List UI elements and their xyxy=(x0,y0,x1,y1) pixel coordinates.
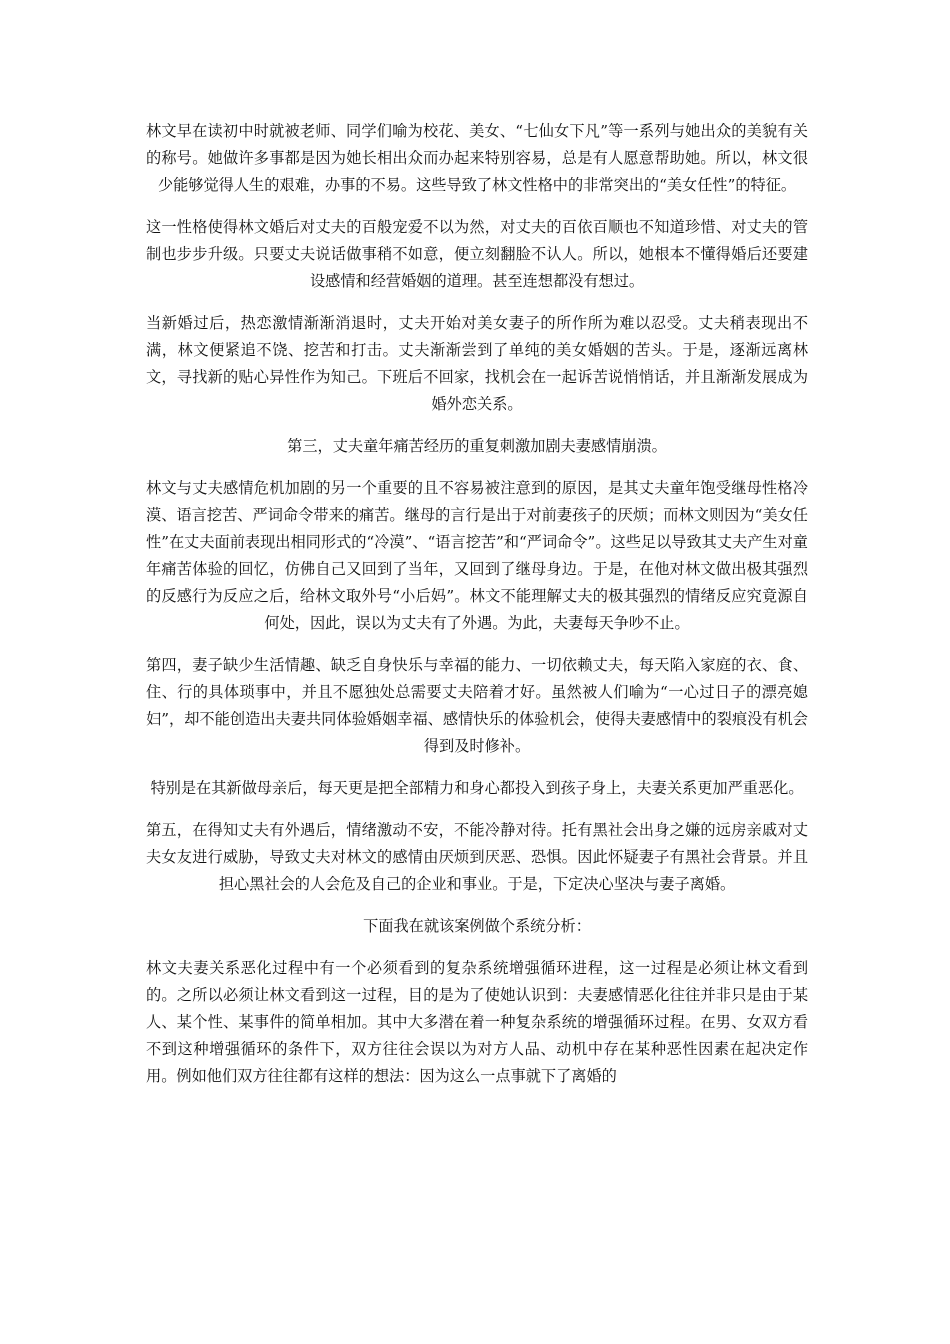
paragraph-1: 林文早在读初中时就被老师、同学们喻为校花、美女、“七仙女下凡”等一系列与她出众的美貌有关的称号。她做许多事都是因为她长相出众而办起来特别容易，总是有人愿意帮助她。所以，林文很少能够觉得人生的艰难，办事的不易。这些导致了林文性格中的非常突出的“美女任性”的特征。 xyxy=(146,122,808,194)
paragraph-2: 这一性格使得林文婚后对丈夫的百般宠爱不以为然，对丈夫的百依百顺也不知道珍惜、对丈夫的管制也步步升级。只要丈夫说话做事稍不如意，便立刻翻脸不认人。所以，她根本不懂得婚后还要建设感情和经营婚姻的道理。甚至连想都没有想过。 xyxy=(146,218,808,290)
paragraph-5: 林文与丈夫感情危机加剧的另一个重要的且不容易被注意到的原因，是其丈夫童年饱受继母性格冷漠、语言挖苦、严词命令带来的痛苦。继母的言行是出于对前妻孩子的厌烦；而林文则因为“美女任性”在丈夫面前表现出相同形式的“冷漠”、“语言挖苦”和“严词命令”。这些足以导致其丈夫产生对童年痛苦体验的回忆，仿佛自己又回到了当年，又回到了继母身边。于是，在他对林文做出极其强烈的反感行为反应之后，给林文取外号“小后妈”。林文不能理解丈夫的极其强烈的情绪反应究竟源自何处，因此，误以为丈夫有了外遇。为此，夫妻每天争吵不止。 xyxy=(146,479,808,632)
paragraph-8: 第五，在得知丈夫有外遇后，情绪激动不安，不能冷静对待。托有黑社会出身之嫌的远房亲戚对丈夫女友进行威胁，导致丈夫对林文的感情由厌烦到厌恶、恐惧。因此怀疑妻子有黑社会背景。并且担心黑社会的人会危及自己的企业和事业。于是，下定决心坚决与妻子离婚。 xyxy=(146,821,808,893)
document-page xyxy=(146,118,808,1105)
paragraph-10: 林文夫妻关系恶化过程中有一个必须看到的复杂系统增强循环进程，这一过程是必须让林文看到的。之所以必须让林文看到这一过程，目的是为了使她认识到：夫妻感情恶化往往并非只是由于某人、某个性、某事件的简单相加。其中大多潜在着一种复杂系统的增强循环过程。在男、女双方看不到这种增强循环的条件下，双方往往会误以为对方人品、动机中存在某种恶性因素在起决定作用。例如他们双方往往都有这样的想法：因为这么一点事就下了离婚的 xyxy=(146,959,808,1085)
paragraph-3: 当新婚过后，热恋激情渐渐消退时，丈夫开始对美女妻子的所作所为难以忍受。丈夫稍表现出不满，林文便紧追不饶、挖苦和打击。丈夫渐渐尝到了单纯的美女婚姻的苦头。于是，逐渐远离林文，寻找新的贴心异性作为知己。下班后不回家，找机会在一起诉苦说悄悄话，并且渐渐发展成为婚外恋关系。 xyxy=(146,314,808,413)
paragraph-7: 特别是在其新做母亲后，每天更是把全部精力和身心都投入到孩子身上，夫妻关系更加严重恶化。 xyxy=(150,779,804,797)
paragraph-6: 第四，妻子缺少生活情趣、缺乏自身快乐与幸福的能力、一切依赖丈夫，每天陷入家庭的衣、食、住、行的具体琐事中，并且不愿独处总需要丈夫陪着才好。虽然被人们喻为“一心过日子的漂亮媳妇”，却不能创造出夫妻共同体验婚姻幸福、感情快乐的体验机会，使得夫妻感情中的裂痕没有机会得到及时修补。 xyxy=(146,656,808,755)
section-heading-third: 第三，丈夫童年痛苦经历的重复刺激加剧夫妻感情崩溃。 xyxy=(287,437,667,455)
section-heading-analysis: 下面我在就该案例做个系统分析： xyxy=(363,917,591,935)
